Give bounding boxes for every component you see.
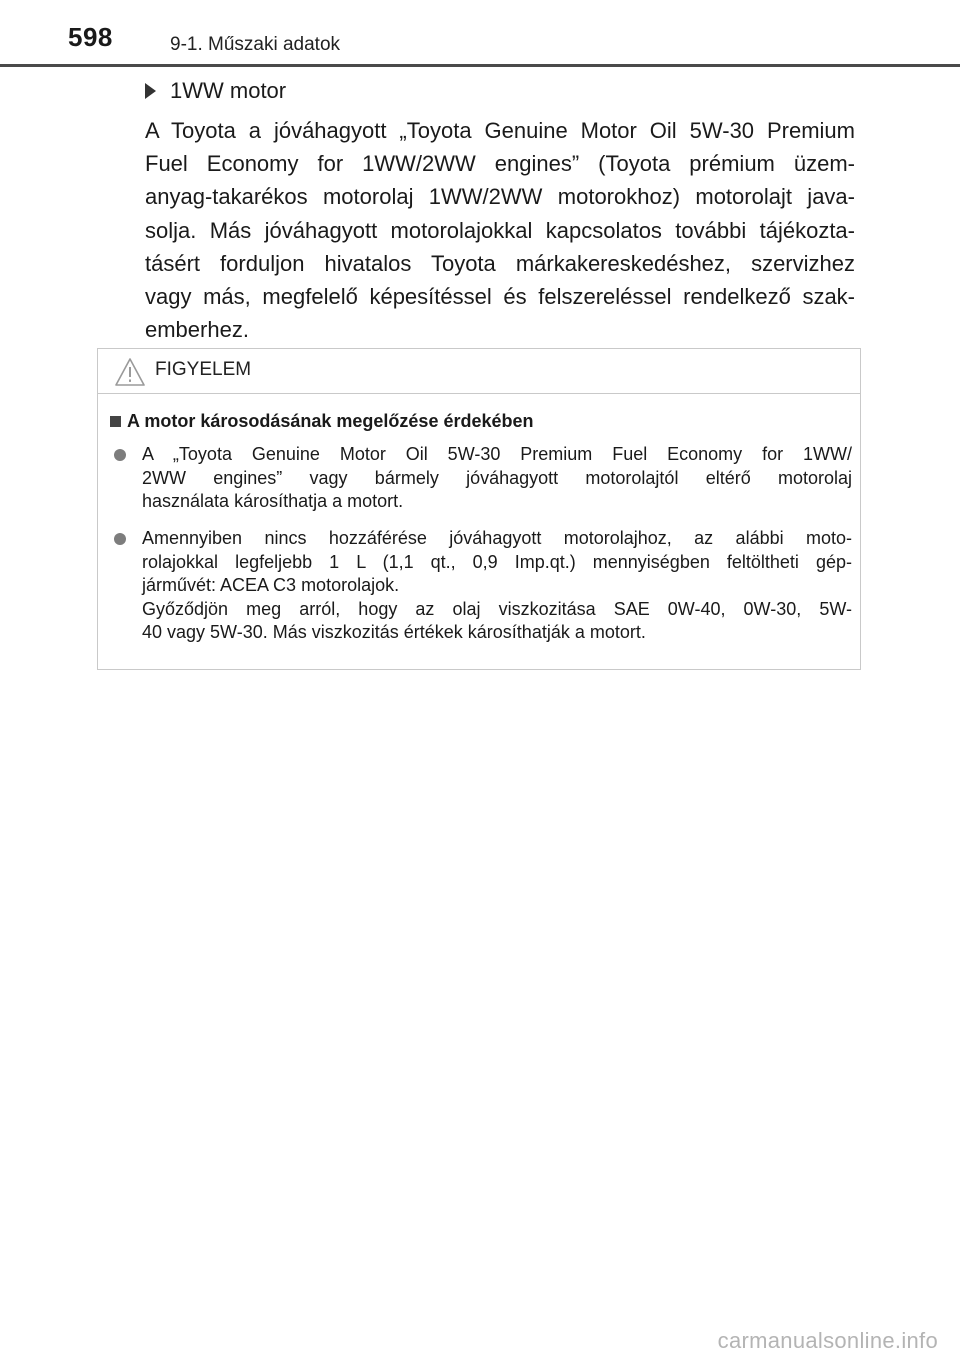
warning-bullet xyxy=(114,443,854,514)
page-number: 598 xyxy=(68,22,113,52)
paragraph-line: tásért forduljon hivatalos Toyota márkakereskedéshez, szervizhez xyxy=(145,250,855,276)
paragraph-line: Fuel Economy for 1WW/2WW engines” (Toyota prémium üzem- xyxy=(145,151,855,177)
watermark: carmanualsonline.info xyxy=(717,1328,938,1353)
bullet-line: Győződjön meg arról, hogy az olaj viszkozitása SAE 0W-40, 0W-30, 5W- xyxy=(142,598,852,619)
bullet-text xyxy=(142,443,852,514)
bullet-line: 40 vagy 5W-30. Más viszkozitás értékek károsíthatják a motort. xyxy=(142,622,646,642)
paragraph-line: vagy más, megfelelő képesítéssel és felszereléssel rendelkező szak- xyxy=(145,284,855,310)
bullet-line: járművét: ACEA C3 motorolajok. xyxy=(142,575,400,595)
warning-topic-label: A motor károsodásának megelőzése érdekében xyxy=(127,411,534,431)
paragraph-line: solja. Más jóváhagyott motorolajokkal kapcsolatos további tájékozta- xyxy=(145,217,855,243)
body-paragraph xyxy=(145,114,855,346)
bullet-line: A „Toyota Genuine Motor Oil 5W-30 Premium Fuel Economy for 1WW/ xyxy=(142,444,852,464)
header-divider xyxy=(0,64,960,67)
bullet-text xyxy=(142,527,852,645)
bullet-line: rolajokkal legfeljebb 1 L (1,1 qt., 0,9 Imp.qt.) mennyiségben feltöltheti gép- xyxy=(142,551,852,572)
warning-label: FIGYELEM xyxy=(155,359,252,380)
triangle-right-icon xyxy=(145,83,156,99)
bullet-line: használata károsíthatja a motort. xyxy=(142,491,404,511)
warning-topic xyxy=(110,411,534,432)
subheading xyxy=(145,78,286,104)
square-bullet-icon xyxy=(110,416,121,427)
warning-header xyxy=(98,349,860,394)
bullet-line: 2WW engines” vagy bármely jóváhagyott motorolajtól eltérő motorolaj xyxy=(142,467,852,488)
warning-box xyxy=(97,348,861,670)
paragraph-line: A Toyota a jóváhagyott „Toyota Genuine Motor Oil 5W-30 Premium xyxy=(145,118,855,143)
section-title: 9-1. Műszaki adatok xyxy=(170,34,341,55)
warning-triangle-icon xyxy=(114,357,146,387)
bullet-dot-icon xyxy=(114,449,126,461)
paragraph-line: emberhez. xyxy=(145,317,249,343)
bullet-line: Amennyiben nincs hozzáférése jóváhagyott motorolajhoz, az alábbi moto- xyxy=(142,528,852,548)
paragraph-line: anyag-takarékos motorolaj 1WW/2WW motorokhoz) motorolajt java- xyxy=(145,184,855,210)
page-header xyxy=(0,0,960,68)
subheading-label: 1WW motor xyxy=(170,78,287,103)
bullet-dot-icon xyxy=(114,533,126,545)
warning-bullet xyxy=(114,527,854,645)
